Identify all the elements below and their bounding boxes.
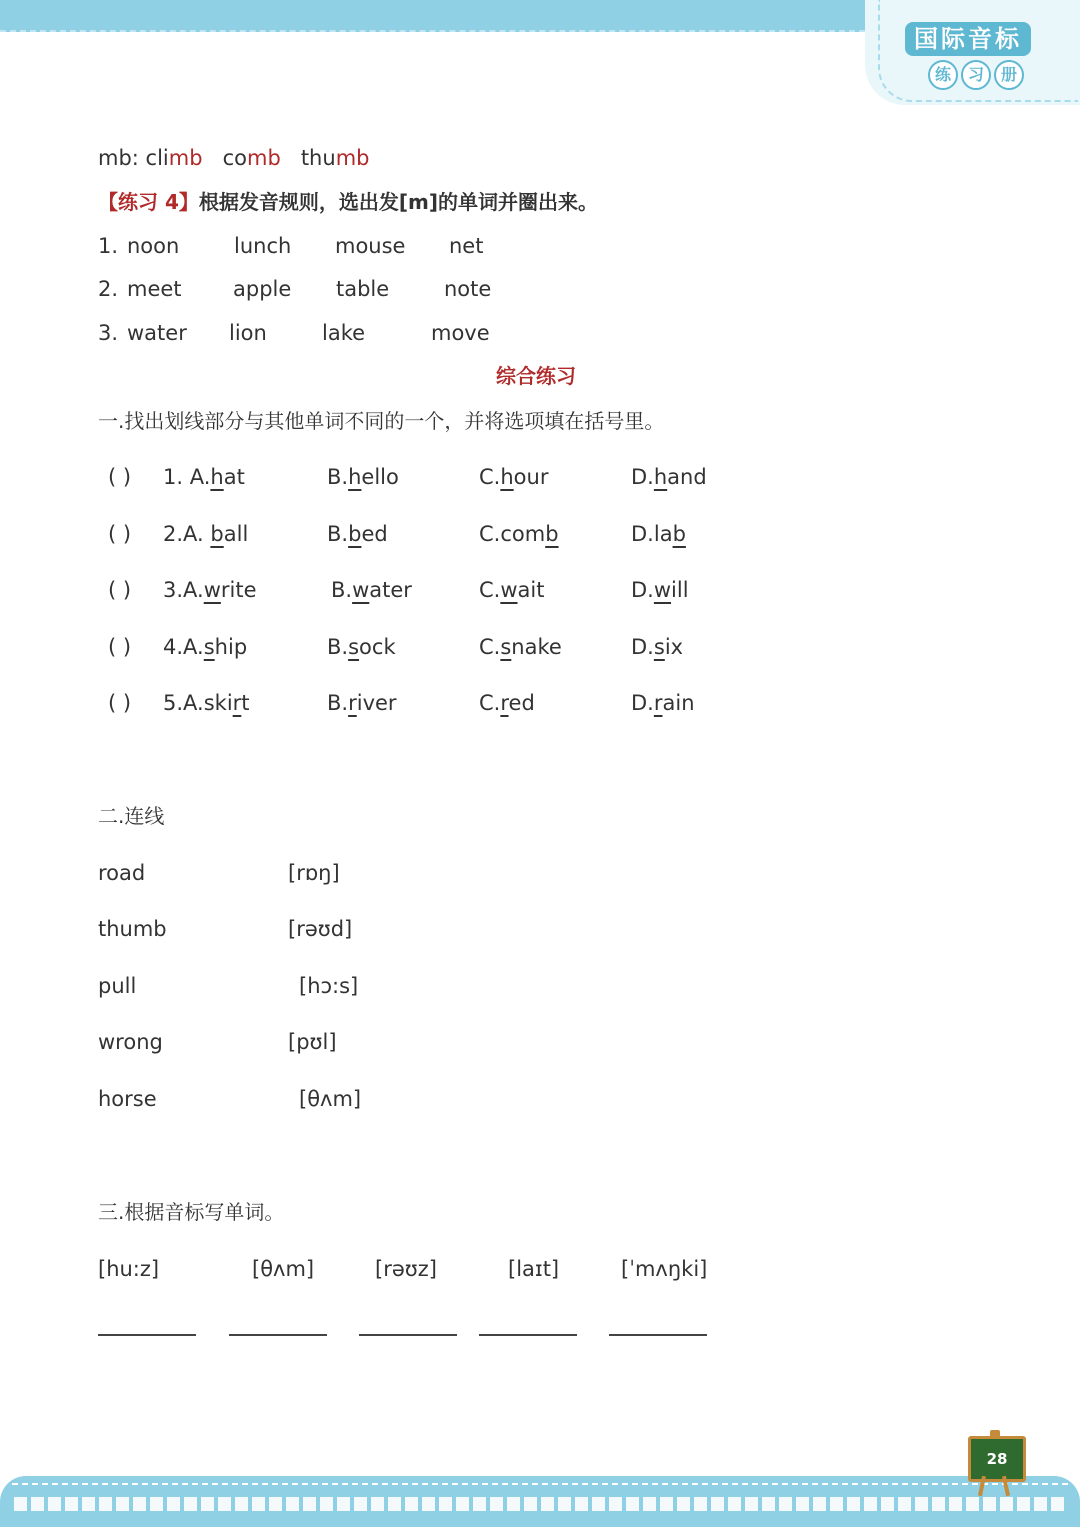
- mb-rule-line: [98, 148, 369, 169]
- match-word[interactable]: road: [98, 861, 146, 885]
- answer-bracket[interactable]: ( ): [108, 578, 132, 602]
- subtitle-char: 册: [994, 60, 1024, 90]
- exercise4-word: lake: [322, 321, 366, 345]
- mb-word-tail: mb: [168, 146, 203, 170]
- match-phonetic[interactable]: [rəʊd]: [288, 917, 353, 941]
- exercise4-word: net: [449, 234, 484, 258]
- exercise4-word: move: [431, 321, 490, 345]
- option-suffix: our: [513, 465, 549, 489]
- option-letter: D.: [631, 522, 654, 546]
- option-letter: B.: [327, 691, 349, 715]
- question-number: 1. A.: [163, 465, 211, 489]
- exercise4-num: 3.: [98, 321, 119, 345]
- underlined-letters: r: [500, 691, 509, 715]
- mb-word-tail: mb: [247, 146, 281, 170]
- question-number: 3.A.: [163, 578, 204, 602]
- answer-bracket[interactable]: ( ): [108, 465, 132, 489]
- option-suffix: ain: [662, 691, 695, 715]
- option-letter: D.: [631, 465, 654, 489]
- phonetic-prompt: [hu:z]: [98, 1257, 160, 1281]
- subtitle-char: 练: [928, 60, 958, 90]
- underlined-letters: w: [500, 578, 518, 602]
- part1-title: 一.找出划线部分与其他单词不同的一个，并将选项填在括号里。: [98, 409, 665, 433]
- option-letter: D.: [631, 578, 654, 602]
- option-suffix: ix: [664, 635, 684, 659]
- underlined-letters: w: [352, 578, 370, 602]
- underlined-letters: s: [348, 635, 360, 659]
- option-suffix: nake: [511, 635, 562, 659]
- option-b: [327, 467, 399, 488]
- underlined-letters: w: [653, 578, 672, 602]
- answer-blank[interactable]: [609, 1334, 707, 1336]
- answer-bracket[interactable]: ( ): [108, 691, 132, 715]
- underlined-letters: r: [232, 691, 242, 715]
- option-d: [631, 637, 683, 658]
- match-phonetic[interactable]: [θʌm]: [299, 1087, 362, 1111]
- match-phonetic[interactable]: [pʊl]: [288, 1030, 337, 1054]
- match-word[interactable]: pull: [98, 974, 137, 998]
- option-suffix: ater: [369, 578, 412, 602]
- option-letter: D.: [631, 691, 654, 715]
- part3-title: 三.根据音标写单词。: [98, 1200, 285, 1224]
- option-d: [631, 580, 689, 601]
- option-suffix: ed: [508, 691, 535, 715]
- option-c: [479, 580, 544, 601]
- option-b: [331, 580, 412, 601]
- option-suffix: at: [223, 465, 245, 489]
- option-b: [327, 524, 388, 545]
- top-banner-dash: [0, 30, 865, 32]
- underlined-letters: s: [500, 635, 512, 659]
- underlined-letters: b: [348, 522, 362, 546]
- option-prefix: com: [500, 522, 546, 546]
- match-word[interactable]: thumb: [98, 917, 167, 941]
- underlined-letters: w: [203, 578, 221, 602]
- option-letter: B.: [331, 578, 353, 602]
- underlined-letters: b: [672, 522, 686, 546]
- phonetic-prompt: [ˈmʌŋki]: [621, 1257, 708, 1281]
- question-row: [163, 524, 248, 545]
- exercise4-word: noon: [127, 234, 180, 258]
- option-d: [631, 524, 686, 545]
- option-b: [327, 693, 397, 714]
- option-d: [631, 467, 707, 488]
- mb-word-stem: thu: [300, 146, 336, 170]
- mb-word-tail: mb: [335, 146, 370, 170]
- option-b: [327, 637, 396, 658]
- exercise4-word: lion: [229, 321, 267, 345]
- option-letter: B.: [327, 465, 349, 489]
- option-letter: C.: [479, 635, 501, 659]
- match-phonetic[interactable]: [hɔ:s]: [299, 974, 359, 998]
- question-row: [163, 637, 247, 658]
- page-number-board: 28: [968, 1436, 1026, 1482]
- answer-blank[interactable]: [479, 1334, 577, 1336]
- option-suffix: rite: [220, 578, 257, 602]
- exercise4-word: mouse: [335, 234, 406, 258]
- exercise4-word: meet: [127, 277, 182, 301]
- option-suffix: ello: [361, 465, 399, 489]
- question-number: 4.A.: [163, 635, 204, 659]
- match-word[interactable]: wrong: [98, 1030, 163, 1054]
- option-letter: C.: [479, 578, 501, 602]
- option-c: [479, 693, 535, 714]
- option-prefix: ski: [203, 691, 233, 715]
- exercise4-instruction: 根据发音规则，选出发[m]的单词并圈出来。: [198, 190, 599, 214]
- mb-word-stem: cli: [145, 146, 169, 170]
- option-letter: C.: [479, 522, 501, 546]
- underlined-letters: s: [653, 635, 665, 659]
- part2-title: 二.连线: [98, 804, 165, 828]
- answer-blank[interactable]: [98, 1334, 196, 1336]
- exercise4-num: 2.: [98, 277, 119, 301]
- option-letter: D.: [631, 635, 654, 659]
- option-suffix: ock: [359, 635, 396, 659]
- option-suffix: all: [223, 522, 249, 546]
- question-row: [163, 467, 245, 488]
- option-c: [479, 524, 559, 545]
- underlined-letters: h: [348, 465, 362, 489]
- answer-bracket[interactable]: ( ): [108, 522, 132, 546]
- mb-word-stem: co: [222, 146, 247, 170]
- match-phonetic[interactable]: [rɒŋ]: [288, 861, 340, 885]
- question-row: [163, 580, 257, 601]
- subtitle-char: 习: [961, 60, 991, 90]
- option-c: [479, 467, 548, 488]
- top-banner: [0, 0, 865, 32]
- option-suffix: iver: [356, 691, 397, 715]
- exercise4-word: table: [336, 277, 390, 301]
- answer-bracket[interactable]: ( ): [108, 635, 132, 659]
- question-number: 2.A.: [163, 522, 211, 546]
- underlined-letters: h: [210, 465, 224, 489]
- underlined-letters: s: [203, 635, 215, 659]
- underlined-letters: b: [210, 522, 224, 546]
- phonetic-prompt: [laɪt]: [508, 1257, 560, 1281]
- exercise4-word: lunch: [234, 234, 292, 258]
- option-letter: B.: [327, 635, 349, 659]
- option-suffix: ait: [517, 578, 545, 602]
- answer-blank[interactable]: [229, 1334, 327, 1336]
- phonetic-prompt: [θʌm]: [252, 1257, 315, 1281]
- option-letter: C.: [479, 691, 501, 715]
- underlined-letters: h: [653, 465, 668, 489]
- answer-blank[interactable]: [359, 1334, 457, 1336]
- exercise4-label: 【练习 4】: [98, 190, 199, 214]
- option-letter: B.: [327, 522, 349, 546]
- option-suffix: t: [241, 691, 250, 715]
- exercise4-word: apple: [233, 277, 292, 301]
- question-number: 5.A.: [163, 691, 204, 715]
- book-subtitle-badge: [928, 60, 1024, 90]
- exercise4-word: water: [127, 321, 187, 345]
- option-letter: C.: [479, 465, 501, 489]
- bottom-banner-dash: [12, 1483, 1068, 1485]
- section-title: 综合练习: [496, 364, 576, 388]
- underlined-letters: h: [500, 465, 514, 489]
- option-suffix: hip: [214, 635, 248, 659]
- option-c: [479, 637, 562, 658]
- option-suffix: ed: [361, 522, 388, 546]
- match-word[interactable]: horse: [98, 1087, 157, 1111]
- underlined-letters: r: [348, 691, 357, 715]
- option-prefix: la: [653, 522, 673, 546]
- book-title-badge: 国际音标: [905, 22, 1031, 56]
- underlined-letters: b: [545, 522, 559, 546]
- underlined-letters: r: [653, 691, 663, 715]
- option-d: [631, 693, 695, 714]
- mb-prefix: mb:: [98, 146, 146, 170]
- exercise4-word: note: [444, 277, 492, 301]
- exercise4-num: 1.: [98, 234, 119, 258]
- exercise4-heading: [98, 192, 598, 212]
- bottom-banner-squares: [14, 1497, 1066, 1511]
- option-suffix: ill: [671, 578, 689, 602]
- phonetic-prompt: [rəʊz]: [375, 1257, 437, 1281]
- option-suffix: and: [667, 465, 707, 489]
- question-row: [163, 693, 250, 714]
